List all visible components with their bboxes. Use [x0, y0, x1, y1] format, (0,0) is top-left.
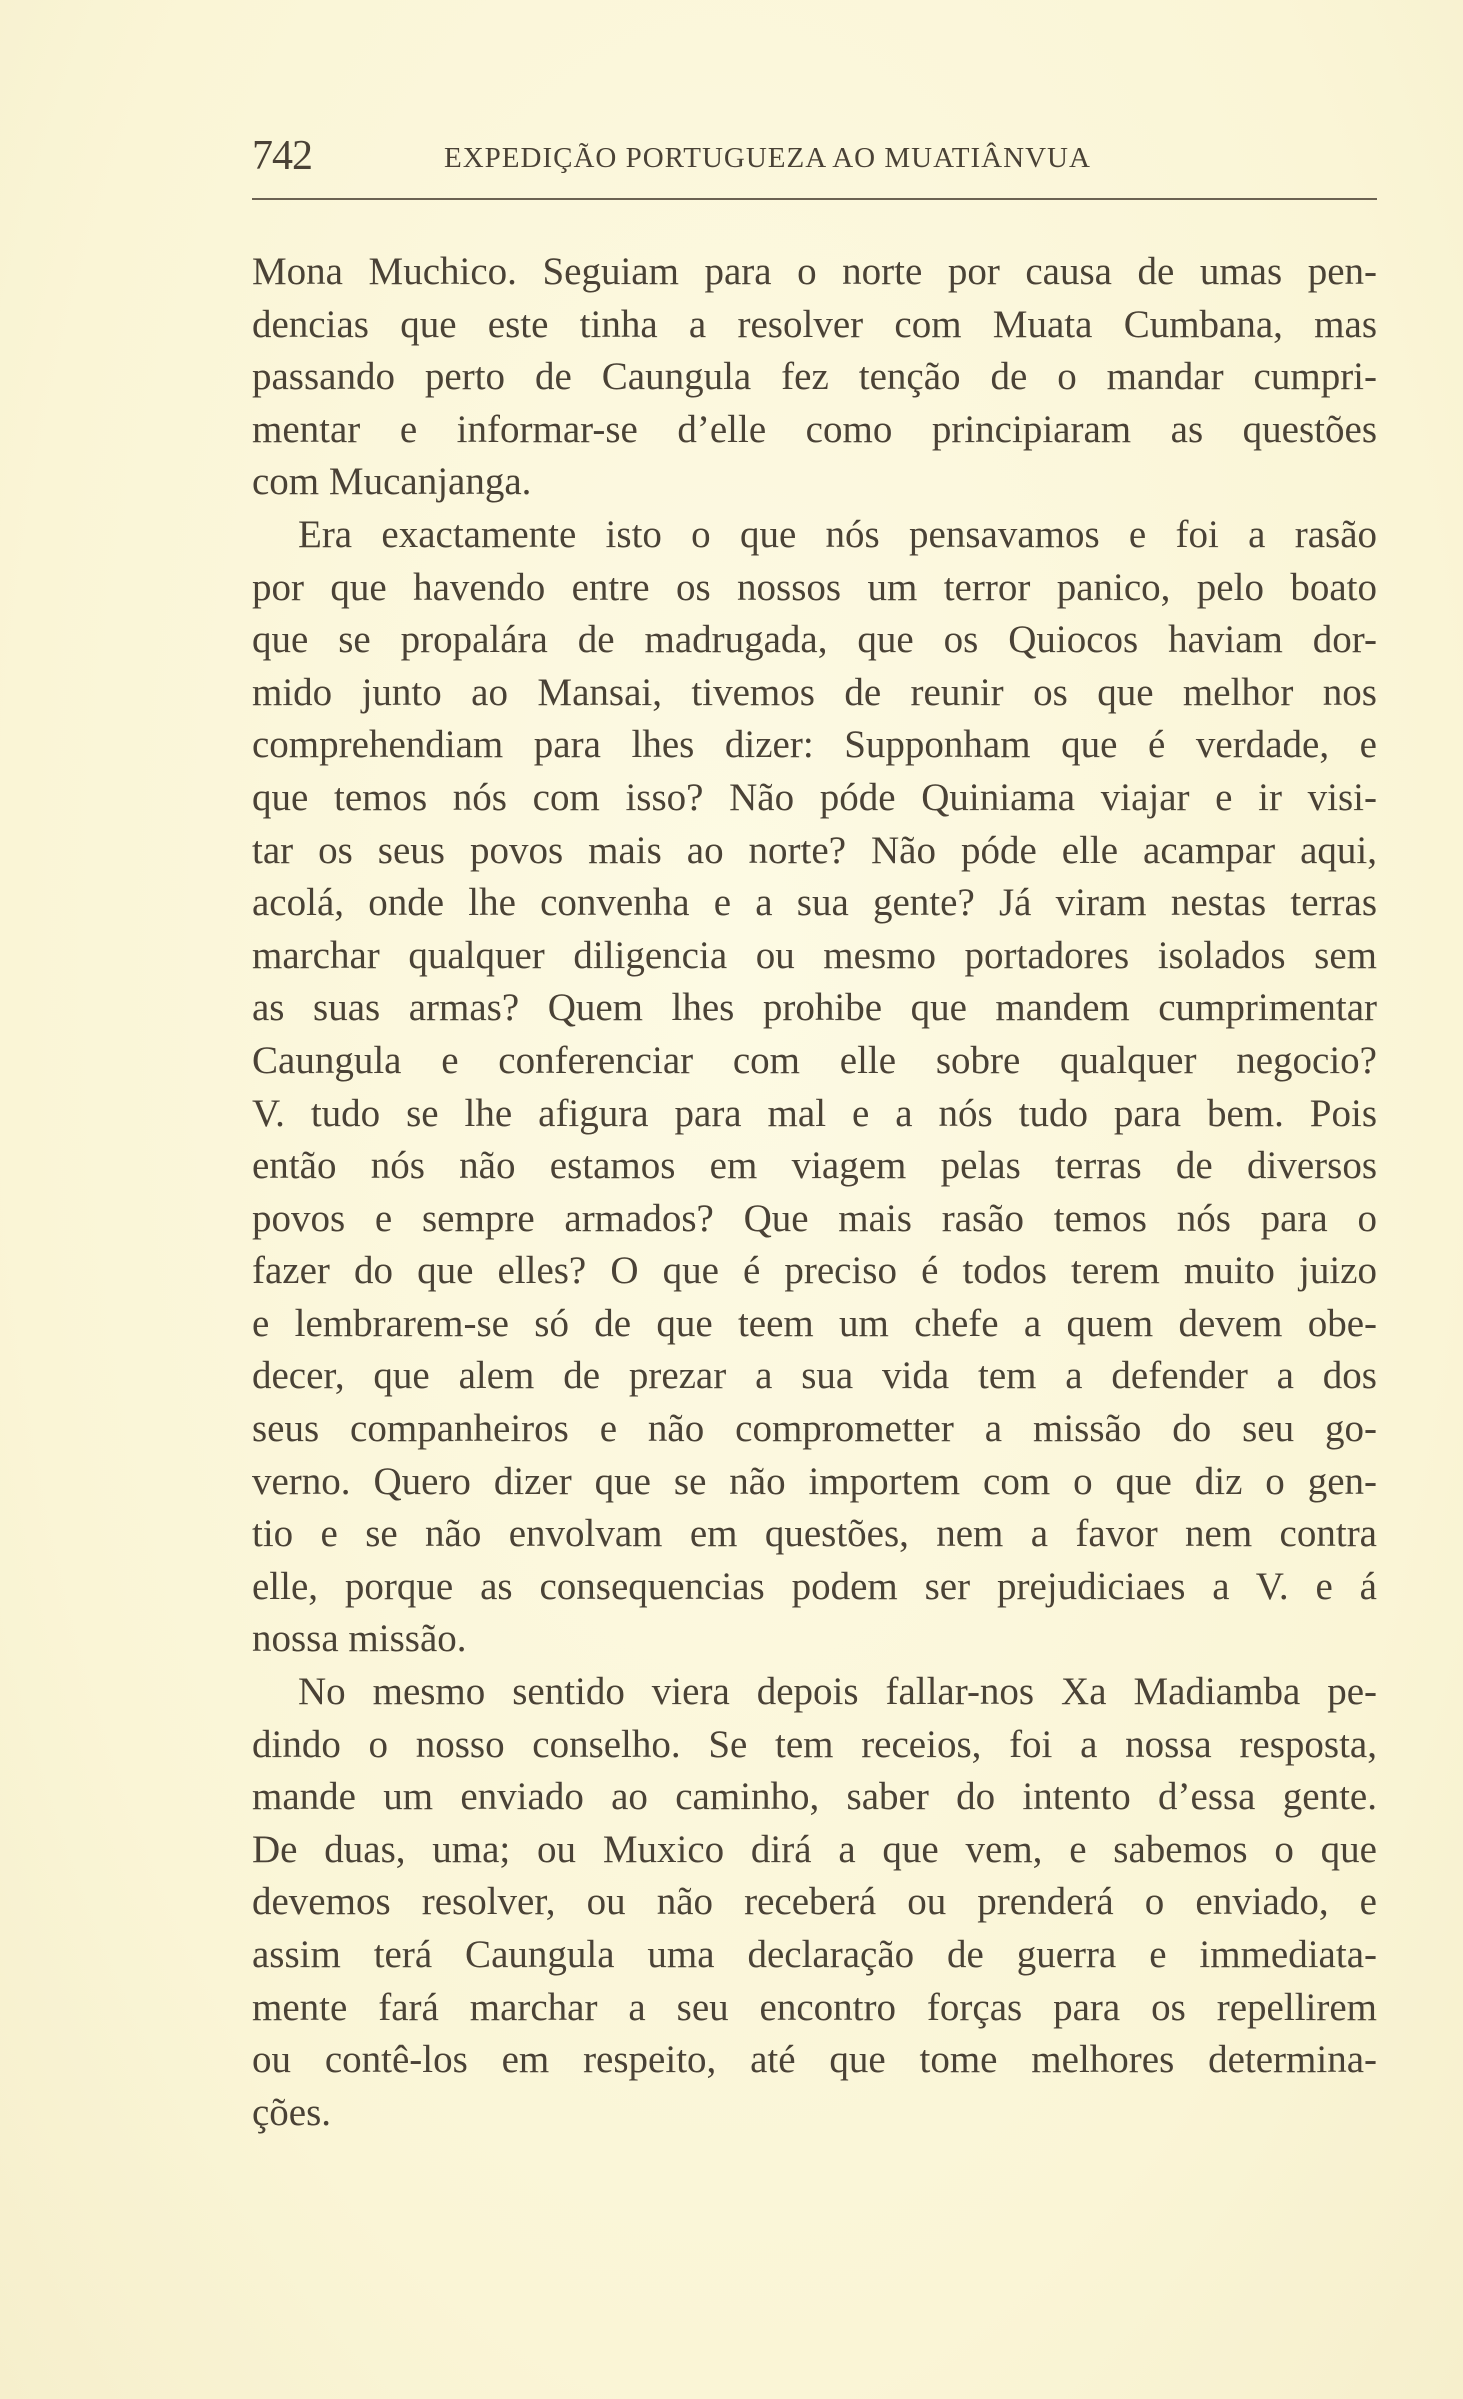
text-line-content: mido junto ao Mansai, tivemos de reunir os que melhor nos — [252, 670, 1377, 714]
text-line — [252, 1456, 1377, 1509]
text-line-content: fazer do que elles? O que é preciso é todos terem muito juizo — [252, 1249, 1377, 1293]
text-line — [252, 614, 1377, 667]
text-line-content: marchar qualquer diligencia ou mesmo portadores isolados sem — [252, 933, 1377, 977]
text-line — [252, 1088, 1377, 1141]
text-line-content: ou contê-los em respeito, até que tome melhores determina- — [252, 2038, 1377, 2082]
text-line-content: Caungula e conferenciar com elle sobre qualquer negocio? — [252, 1038, 1377, 1082]
text-line — [252, 1298, 1377, 1351]
text-line-content: elle, porque as consequencias podem ser prejudiciaes a V. e á — [252, 1564, 1377, 1608]
text-line-content: que temos nós com isso? Não póde Quiniama viajar e ir visi- — [252, 775, 1377, 819]
text-line — [252, 1193, 1377, 1246]
text-line-content: acolá, onde lhe convenha e a sua gente? Já viram nestas terras — [252, 881, 1377, 925]
text-line-content: tar os seus povos mais ao norte? Não póde elle acampar aqui, — [252, 828, 1377, 872]
text-line — [252, 1035, 1377, 1088]
text-line-content: assim terá Caungula uma declaração de guerra e immediata- — [252, 1933, 1377, 1976]
text-line — [252, 1876, 1377, 1929]
text-line — [252, 1350, 1377, 1403]
text-line-content: comprehendiam para lhes dizer: Supponham que é verdade, e — [252, 723, 1377, 767]
text-line-content: mentar e informar-se d’elle como principiaram as questões — [252, 407, 1377, 451]
text-line — [252, 1613, 1377, 1666]
text-line — [252, 930, 1377, 983]
text-line-content: então nós não estamos em viagem pelas terras de diversos — [252, 1144, 1377, 1188]
text-line — [252, 1561, 1377, 1614]
text-line — [252, 825, 1377, 878]
running-title: EXPEDIÇÃO PORTUGUEZA AO MUATIÂNVUA — [444, 142, 1091, 174]
text-line-content: Era exactamente isto o que nós pensavamos e foi a rasão — [298, 512, 1377, 556]
text-line — [252, 667, 1377, 720]
text-line-content: No mesmo sentido viera depois fallar-nos Xa Madiamba pe- — [298, 1670, 1377, 1714]
text-line-content: por que havendo entre os nossos um terror panico, pelo boato — [252, 565, 1377, 609]
text-line-content: tio e se não envolvam em questões, nem a favor nem contra — [252, 1512, 1377, 1556]
text-line-content: povos e sempre armados? Que mais rasão temos nós para o — [252, 1196, 1377, 1240]
text-line — [252, 1982, 1377, 2035]
text-line — [252, 1771, 1377, 1824]
text-line — [252, 562, 1377, 615]
text-line — [252, 509, 1377, 562]
text-line-content: que se propalára de madrugada, que os Quiocos haviam dor- — [252, 618, 1377, 662]
text-line — [252, 1719, 1377, 1772]
text-line — [252, 719, 1377, 772]
text-line — [252, 1929, 1377, 1982]
text-line — [252, 246, 1377, 299]
text-line — [252, 982, 1377, 1035]
text-line-content: dencias que este tinha a resolver com Muata Cumbana, mas — [252, 302, 1377, 346]
text-line-content: verno. Quero dizer que se não importem com o que diz o gen- — [252, 1459, 1377, 1503]
text-line — [252, 1403, 1377, 1456]
text-line-content: nossa missão. — [252, 1617, 467, 1661]
text-line — [252, 772, 1377, 825]
header-rule — [252, 198, 1377, 200]
text-line-content: mente fará marchar a seu encontro forças para os repellirem — [252, 1985, 1377, 2029]
text-line-content: V. tudo se lhe afigura para mal e a nós tudo para bem. Pois — [252, 1091, 1377, 1135]
text-line-content: De duas, uma; ou Muxico dirá a que vem, e sabemos o que — [252, 1827, 1377, 1871]
text-line — [252, 1824, 1377, 1877]
text-line-content: devemos resolver, ou não receberá ou prenderá o enviado, e — [252, 1880, 1377, 1924]
text-line-content: seus companheiros e não comprometter a missão do seu go- — [252, 1407, 1377, 1451]
text-line-content: mande um enviado ao caminho, saber do intento d’essa gente. — [252, 1775, 1377, 1819]
page-number: 742 — [252, 133, 312, 179]
text-line-content: as suas armas? Quem lhes prohibe que mandem cumprimentar — [252, 986, 1377, 1030]
text-line — [252, 351, 1377, 404]
text-line-content: passando perto de Caungula fez tenção de o mandar cumpri- — [252, 355, 1377, 399]
text-line — [252, 299, 1377, 352]
text-line-content: decer, que alem de prezar a sua vida tem a defender a dos — [252, 1354, 1377, 1398]
text-line — [252, 456, 1377, 509]
text-line — [252, 1245, 1377, 1298]
text-line — [252, 1140, 1377, 1193]
text-line-content: dindo o nosso conselho. Se tem receios, foi a nossa resposta, — [252, 1722, 1377, 1766]
body-text — [252, 246, 1377, 2139]
text-line — [252, 877, 1377, 930]
text-line — [252, 404, 1377, 457]
text-line-content: ções. — [252, 2090, 332, 2134]
text-line-content: Mona Muchico. Seguiam para o norte por causa de umas pen- — [252, 250, 1377, 293]
text-line — [252, 2034, 1377, 2087]
text-line — [252, 1508, 1377, 1561]
text-line — [252, 1666, 1377, 1719]
text-line-content: e lembrarem-se só de que teem um chefe a quem devem obe- — [252, 1301, 1377, 1345]
text-line — [252, 2087, 1377, 2140]
page-header — [252, 132, 1377, 182]
text-line-content: com Mucanjanga. — [252, 460, 532, 504]
